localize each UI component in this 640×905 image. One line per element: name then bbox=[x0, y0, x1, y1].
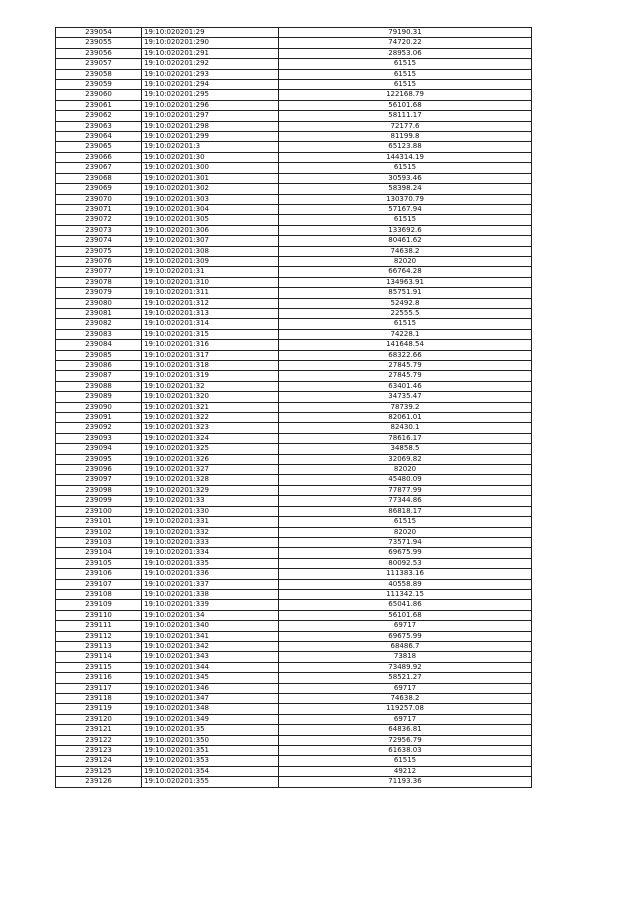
value-cell: 22555.5 bbox=[279, 308, 532, 318]
table-row bbox=[56, 132, 532, 142]
value-cell: 82020 bbox=[279, 256, 532, 266]
table-row bbox=[56, 766, 532, 776]
cadastral-number-cell: 19:10:020201:320 bbox=[142, 392, 279, 402]
cadastral-number-cell: 19:10:020201:312 bbox=[142, 298, 279, 308]
row-number-cell: 239105 bbox=[56, 558, 142, 568]
cadastral-number-cell: 19:10:020201:315 bbox=[142, 329, 279, 339]
table-row bbox=[56, 662, 532, 672]
cadastral-number-cell: 19:10:020201:336 bbox=[142, 569, 279, 579]
value-cell: 85751.91 bbox=[279, 288, 532, 298]
cadastral-number-cell: 19:10:020201:319 bbox=[142, 371, 279, 381]
table-row bbox=[56, 194, 532, 204]
table-row bbox=[56, 59, 532, 69]
row-number-cell: 239062 bbox=[56, 111, 142, 121]
value-cell: 56101.68 bbox=[279, 610, 532, 620]
cadastral-number-cell: 19:10:020201:339 bbox=[142, 600, 279, 610]
table-row bbox=[56, 673, 532, 683]
cadastral-number-cell: 19:10:020201:333 bbox=[142, 537, 279, 547]
value-cell: 61515 bbox=[279, 59, 532, 69]
value-cell: 82020 bbox=[279, 465, 532, 475]
cadastral-number-cell: 19:10:020201:29 bbox=[142, 28, 279, 38]
cadastral-number-cell: 19:10:020201:307 bbox=[142, 236, 279, 246]
value-cell: 30593.46 bbox=[279, 173, 532, 183]
table-row bbox=[56, 121, 532, 131]
cadastral-number-cell: 19:10:020201:311 bbox=[142, 288, 279, 298]
row-number-cell: 239056 bbox=[56, 48, 142, 58]
table-row bbox=[56, 423, 532, 433]
row-number-cell: 239086 bbox=[56, 361, 142, 371]
cadastral-number-cell: 19:10:020201:330 bbox=[142, 506, 279, 516]
row-number-cell: 239060 bbox=[56, 90, 142, 100]
value-cell: 68322.66 bbox=[279, 350, 532, 360]
value-cell: 69675.99 bbox=[279, 631, 532, 641]
value-cell: 61515 bbox=[279, 319, 532, 329]
row-number-cell: 239106 bbox=[56, 569, 142, 579]
table-row bbox=[56, 163, 532, 173]
cadastral-number-cell: 19:10:020201:303 bbox=[142, 194, 279, 204]
value-cell: 80461.62 bbox=[279, 236, 532, 246]
data-table bbox=[55, 27, 532, 788]
cadastral-number-cell: 19:10:020201:298 bbox=[142, 121, 279, 131]
value-cell: 27845.79 bbox=[279, 361, 532, 371]
cadastral-number-cell: 19:10:020201:341 bbox=[142, 631, 279, 641]
row-number-cell: 239073 bbox=[56, 225, 142, 235]
value-cell: 61515 bbox=[279, 80, 532, 90]
row-number-cell: 239090 bbox=[56, 402, 142, 412]
row-number-cell: 239093 bbox=[56, 433, 142, 443]
table-row bbox=[56, 610, 532, 620]
table-row bbox=[56, 465, 532, 475]
cadastral-number-cell: 19:10:020201:294 bbox=[142, 80, 279, 90]
cadastral-number-cell: 19:10:020201:295 bbox=[142, 90, 279, 100]
cadastral-number-cell: 19:10:020201:328 bbox=[142, 475, 279, 485]
value-cell: 64836.81 bbox=[279, 725, 532, 735]
value-cell: 79190.31 bbox=[279, 28, 532, 38]
value-cell: 73489.92 bbox=[279, 662, 532, 672]
table-row bbox=[56, 90, 532, 100]
row-number-cell: 239083 bbox=[56, 329, 142, 339]
value-cell: 69717 bbox=[279, 621, 532, 631]
table-row bbox=[56, 444, 532, 454]
row-number-cell: 239068 bbox=[56, 173, 142, 183]
row-number-cell: 239077 bbox=[56, 267, 142, 277]
row-number-cell: 239085 bbox=[56, 350, 142, 360]
value-cell: 58398.24 bbox=[279, 184, 532, 194]
row-number-cell: 239098 bbox=[56, 485, 142, 495]
value-cell: 78739.2 bbox=[279, 402, 532, 412]
value-cell: 52492.8 bbox=[279, 298, 532, 308]
cadastral-number-cell: 19:10:020201:3 bbox=[142, 142, 279, 152]
table-row bbox=[56, 277, 532, 287]
cadastral-number-cell: 19:10:020201:318 bbox=[142, 361, 279, 371]
table-row bbox=[56, 100, 532, 110]
table-row bbox=[56, 246, 532, 256]
row-number-cell: 239091 bbox=[56, 413, 142, 423]
table-row bbox=[56, 319, 532, 329]
value-cell: 34858.5 bbox=[279, 444, 532, 454]
value-cell: 56101.68 bbox=[279, 100, 532, 110]
value-cell: 66764.28 bbox=[279, 267, 532, 277]
cadastral-number-cell: 19:10:020201:344 bbox=[142, 662, 279, 672]
row-number-cell: 239109 bbox=[56, 600, 142, 610]
row-number-cell: 239115 bbox=[56, 662, 142, 672]
cadastral-number-cell: 19:10:020201:326 bbox=[142, 454, 279, 464]
table-row bbox=[56, 308, 532, 318]
cadastral-number-cell: 19:10:020201:306 bbox=[142, 225, 279, 235]
row-number-cell: 239081 bbox=[56, 308, 142, 318]
table-row bbox=[56, 694, 532, 704]
row-number-cell: 239107 bbox=[56, 579, 142, 589]
row-number-cell: 239096 bbox=[56, 465, 142, 475]
cadastral-number-cell: 19:10:020201:340 bbox=[142, 621, 279, 631]
table-row bbox=[56, 340, 532, 350]
cadastral-number-cell: 19:10:020201:338 bbox=[142, 589, 279, 599]
cadastral-number-cell: 19:10:020201:301 bbox=[142, 173, 279, 183]
value-cell: 45480.09 bbox=[279, 475, 532, 485]
table-row bbox=[56, 683, 532, 693]
cadastral-number-cell: 19:10:020201:308 bbox=[142, 246, 279, 256]
row-number-cell: 239124 bbox=[56, 756, 142, 766]
table-row bbox=[56, 475, 532, 485]
table-row bbox=[56, 28, 532, 38]
cadastral-number-cell: 19:10:020201:329 bbox=[142, 485, 279, 495]
cadastral-number-cell: 19:10:020201:297 bbox=[142, 111, 279, 121]
cadastral-number-cell: 19:10:020201:354 bbox=[142, 766, 279, 776]
cadastral-number-cell: 19:10:020201:355 bbox=[142, 777, 279, 787]
row-number-cell: 239058 bbox=[56, 69, 142, 79]
table-row bbox=[56, 756, 532, 766]
table-row bbox=[56, 256, 532, 266]
row-number-cell: 239089 bbox=[56, 392, 142, 402]
cadastral-number-cell: 19:10:020201:322 bbox=[142, 413, 279, 423]
value-cell: 61515 bbox=[279, 163, 532, 173]
table-row bbox=[56, 392, 532, 402]
value-cell: 74638.2 bbox=[279, 246, 532, 256]
table-row bbox=[56, 413, 532, 423]
value-cell: 73571.94 bbox=[279, 537, 532, 547]
row-number-cell: 239069 bbox=[56, 184, 142, 194]
value-cell: 74228.1 bbox=[279, 329, 532, 339]
row-number-cell: 239055 bbox=[56, 38, 142, 48]
table-row bbox=[56, 371, 532, 381]
cadastral-number-cell: 19:10:020201:337 bbox=[142, 579, 279, 589]
cadastral-number-cell: 19:10:020201:316 bbox=[142, 340, 279, 350]
value-cell: 57167.94 bbox=[279, 204, 532, 214]
value-cell: 61515 bbox=[279, 69, 532, 79]
row-number-cell: 239067 bbox=[56, 163, 142, 173]
cadastral-number-cell: 19:10:020201:310 bbox=[142, 277, 279, 287]
value-cell: 58111.17 bbox=[279, 111, 532, 121]
row-number-cell: 239071 bbox=[56, 204, 142, 214]
row-number-cell: 239104 bbox=[56, 548, 142, 558]
table-row bbox=[56, 433, 532, 443]
cadastral-number-cell: 19:10:020201:348 bbox=[142, 704, 279, 714]
row-number-cell: 239061 bbox=[56, 100, 142, 110]
value-cell: 69717 bbox=[279, 714, 532, 724]
cadastral-number-cell: 19:10:020201:327 bbox=[142, 465, 279, 475]
table-row bbox=[56, 579, 532, 589]
table-row bbox=[56, 267, 532, 277]
cadastral-number-cell: 19:10:020201:292 bbox=[142, 59, 279, 69]
value-cell: 71193.36 bbox=[279, 777, 532, 787]
row-number-cell: 239114 bbox=[56, 652, 142, 662]
cadastral-number-cell: 19:10:020201:291 bbox=[142, 48, 279, 58]
cadastral-number-cell: 19:10:020201:309 bbox=[142, 256, 279, 266]
table-row bbox=[56, 361, 532, 371]
row-number-cell: 239084 bbox=[56, 340, 142, 350]
table-row bbox=[56, 589, 532, 599]
table-row bbox=[56, 746, 532, 756]
row-number-cell: 239112 bbox=[56, 631, 142, 641]
cadastral-number-cell: 19:10:020201:335 bbox=[142, 558, 279, 568]
value-cell: 34735.47 bbox=[279, 392, 532, 402]
value-cell: 130370.79 bbox=[279, 194, 532, 204]
table-row bbox=[56, 600, 532, 610]
row-number-cell: 239054 bbox=[56, 28, 142, 38]
row-number-cell: 239108 bbox=[56, 589, 142, 599]
table-row bbox=[56, 142, 532, 152]
value-cell: 69675.99 bbox=[279, 548, 532, 558]
cadastral-number-cell: 19:10:020201:34 bbox=[142, 610, 279, 620]
value-cell: 111342.15 bbox=[279, 589, 532, 599]
row-number-cell: 239075 bbox=[56, 246, 142, 256]
table-row bbox=[56, 152, 532, 162]
value-cell: 141648.54 bbox=[279, 340, 532, 350]
value-cell: 28953.06 bbox=[279, 48, 532, 58]
row-number-cell: 239088 bbox=[56, 381, 142, 391]
row-number-cell: 239113 bbox=[56, 641, 142, 651]
value-cell: 111383.16 bbox=[279, 569, 532, 579]
row-number-cell: 239103 bbox=[56, 537, 142, 547]
value-cell: 81199.8 bbox=[279, 132, 532, 142]
table-row bbox=[56, 454, 532, 464]
cadastral-number-cell: 19:10:020201:323 bbox=[142, 423, 279, 433]
row-number-cell: 239082 bbox=[56, 319, 142, 329]
cadastral-number-cell: 19:10:020201:334 bbox=[142, 548, 279, 558]
value-cell: 78616.17 bbox=[279, 433, 532, 443]
value-cell: 82430.1 bbox=[279, 423, 532, 433]
cadastral-number-cell: 19:10:020201:299 bbox=[142, 132, 279, 142]
row-number-cell: 239064 bbox=[56, 132, 142, 142]
cadastral-number-cell: 19:10:020201:345 bbox=[142, 673, 279, 683]
row-number-cell: 239057 bbox=[56, 59, 142, 69]
cadastral-number-cell: 19:10:020201:302 bbox=[142, 184, 279, 194]
value-cell: 80092.53 bbox=[279, 558, 532, 568]
value-cell: 74720.22 bbox=[279, 38, 532, 48]
row-number-cell: 239087 bbox=[56, 371, 142, 381]
table-body bbox=[56, 28, 532, 788]
cadastral-number-cell: 19:10:020201:313 bbox=[142, 308, 279, 318]
value-cell: 61515 bbox=[279, 215, 532, 225]
row-number-cell: 239126 bbox=[56, 777, 142, 787]
row-number-cell: 239059 bbox=[56, 80, 142, 90]
value-cell: 133692.6 bbox=[279, 225, 532, 235]
table-row bbox=[56, 652, 532, 662]
value-cell: 74638.2 bbox=[279, 694, 532, 704]
cadastral-number-cell: 19:10:020201:35 bbox=[142, 725, 279, 735]
table-row bbox=[56, 38, 532, 48]
cadastral-number-cell: 19:10:020201:293 bbox=[142, 69, 279, 79]
cadastral-number-cell: 19:10:020201:296 bbox=[142, 100, 279, 110]
row-number-cell: 239094 bbox=[56, 444, 142, 454]
row-number-cell: 239066 bbox=[56, 152, 142, 162]
cadastral-number-cell: 19:10:020201:331 bbox=[142, 517, 279, 527]
value-cell: 68486.7 bbox=[279, 641, 532, 651]
table-row bbox=[56, 402, 532, 412]
row-number-cell: 239125 bbox=[56, 766, 142, 776]
row-number-cell: 239065 bbox=[56, 142, 142, 152]
row-number-cell: 239072 bbox=[56, 215, 142, 225]
table-row bbox=[56, 735, 532, 745]
cadastral-number-cell: 19:10:020201:351 bbox=[142, 746, 279, 756]
value-cell: 40558.89 bbox=[279, 579, 532, 589]
cadastral-number-cell: 19:10:020201:317 bbox=[142, 350, 279, 360]
table-row bbox=[56, 527, 532, 537]
table-row bbox=[56, 714, 532, 724]
row-number-cell: 239097 bbox=[56, 475, 142, 485]
row-number-cell: 239122 bbox=[56, 735, 142, 745]
table-row bbox=[56, 173, 532, 183]
table-row bbox=[56, 548, 532, 558]
table-row bbox=[56, 725, 532, 735]
value-cell: 49212 bbox=[279, 766, 532, 776]
row-number-cell: 239117 bbox=[56, 683, 142, 693]
cadastral-number-cell: 19:10:020201:350 bbox=[142, 735, 279, 745]
table-row bbox=[56, 704, 532, 714]
value-cell: 63401.46 bbox=[279, 381, 532, 391]
table-row bbox=[56, 236, 532, 246]
row-number-cell: 239119 bbox=[56, 704, 142, 714]
table-row bbox=[56, 48, 532, 58]
table-row bbox=[56, 569, 532, 579]
table-row bbox=[56, 641, 532, 651]
table-row bbox=[56, 558, 532, 568]
value-cell: 86818.17 bbox=[279, 506, 532, 516]
cadastral-number-cell: 19:10:020201:347 bbox=[142, 694, 279, 704]
table-row bbox=[56, 184, 532, 194]
cadastral-number-cell: 19:10:020201:30 bbox=[142, 152, 279, 162]
cadastral-number-cell: 19:10:020201:343 bbox=[142, 652, 279, 662]
table-row bbox=[56, 329, 532, 339]
table-row bbox=[56, 215, 532, 225]
table-row bbox=[56, 69, 532, 79]
row-number-cell: 239095 bbox=[56, 454, 142, 464]
table-row bbox=[56, 204, 532, 214]
table-row bbox=[56, 350, 532, 360]
value-cell: 119257.08 bbox=[279, 704, 532, 714]
row-number-cell: 239100 bbox=[56, 506, 142, 516]
value-cell: 72956.79 bbox=[279, 735, 532, 745]
value-cell: 61515 bbox=[279, 517, 532, 527]
cadastral-number-cell: 19:10:020201:33 bbox=[142, 496, 279, 506]
value-cell: 65041.86 bbox=[279, 600, 532, 610]
row-number-cell: 239063 bbox=[56, 121, 142, 131]
cadastral-number-cell: 19:10:020201:325 bbox=[142, 444, 279, 454]
value-cell: 61638.03 bbox=[279, 746, 532, 756]
table-row bbox=[56, 485, 532, 495]
row-number-cell: 239076 bbox=[56, 256, 142, 266]
value-cell: 73818 bbox=[279, 652, 532, 662]
row-number-cell: 239101 bbox=[56, 517, 142, 527]
row-number-cell: 239074 bbox=[56, 236, 142, 246]
row-number-cell: 239102 bbox=[56, 527, 142, 537]
table-row bbox=[56, 496, 532, 506]
value-cell: 58521.27 bbox=[279, 673, 532, 683]
cadastral-number-cell: 19:10:020201:321 bbox=[142, 402, 279, 412]
row-number-cell: 239123 bbox=[56, 746, 142, 756]
row-number-cell: 239078 bbox=[56, 277, 142, 287]
cadastral-number-cell: 19:10:020201:290 bbox=[142, 38, 279, 48]
cadastral-number-cell: 19:10:020201:342 bbox=[142, 641, 279, 651]
cadastral-number-cell: 19:10:020201:304 bbox=[142, 204, 279, 214]
table-row bbox=[56, 537, 532, 547]
value-cell: 144314.19 bbox=[279, 152, 532, 162]
value-cell: 72177.6 bbox=[279, 121, 532, 131]
value-cell: 65123.88 bbox=[279, 142, 532, 152]
value-cell: 32069.82 bbox=[279, 454, 532, 464]
row-number-cell: 239120 bbox=[56, 714, 142, 724]
value-cell: 82020 bbox=[279, 527, 532, 537]
value-cell: 134963.91 bbox=[279, 277, 532, 287]
cadastral-number-cell: 19:10:020201:32 bbox=[142, 381, 279, 391]
row-number-cell: 239099 bbox=[56, 496, 142, 506]
value-cell: 122168.79 bbox=[279, 90, 532, 100]
value-cell: 77344.86 bbox=[279, 496, 532, 506]
value-cell: 82061.01 bbox=[279, 413, 532, 423]
row-number-cell: 239080 bbox=[56, 298, 142, 308]
value-cell: 77877.99 bbox=[279, 485, 532, 495]
table-row bbox=[56, 631, 532, 641]
table-row bbox=[56, 381, 532, 391]
table-row bbox=[56, 506, 532, 516]
table-row bbox=[56, 80, 532, 90]
table-row bbox=[56, 111, 532, 121]
value-cell: 27845.79 bbox=[279, 371, 532, 381]
table-row bbox=[56, 288, 532, 298]
row-number-cell: 239116 bbox=[56, 673, 142, 683]
row-number-cell: 239079 bbox=[56, 288, 142, 298]
table-row bbox=[56, 298, 532, 308]
table-row bbox=[56, 777, 532, 787]
cadastral-number-cell: 19:10:020201:300 bbox=[142, 163, 279, 173]
value-cell: 61515 bbox=[279, 756, 532, 766]
row-number-cell: 239121 bbox=[56, 725, 142, 735]
table-row bbox=[56, 225, 532, 235]
row-number-cell: 239110 bbox=[56, 610, 142, 620]
cadastral-number-cell: 19:10:020201:346 bbox=[142, 683, 279, 693]
cadastral-number-cell: 19:10:020201:324 bbox=[142, 433, 279, 443]
row-number-cell: 239092 bbox=[56, 423, 142, 433]
cadastral-number-cell: 19:10:020201:314 bbox=[142, 319, 279, 329]
table-row bbox=[56, 517, 532, 527]
cadastral-number-cell: 19:10:020201:349 bbox=[142, 714, 279, 724]
row-number-cell: 239070 bbox=[56, 194, 142, 204]
cadastral-number-cell: 19:10:020201:353 bbox=[142, 756, 279, 766]
cadastral-number-cell: 19:10:020201:305 bbox=[142, 215, 279, 225]
value-cell: 69717 bbox=[279, 683, 532, 693]
cadastral-number-cell: 19:10:020201:332 bbox=[142, 527, 279, 537]
row-number-cell: 239118 bbox=[56, 694, 142, 704]
table-row bbox=[56, 621, 532, 631]
cadastral-number-cell: 19:10:020201:31 bbox=[142, 267, 279, 277]
row-number-cell: 239111 bbox=[56, 621, 142, 631]
